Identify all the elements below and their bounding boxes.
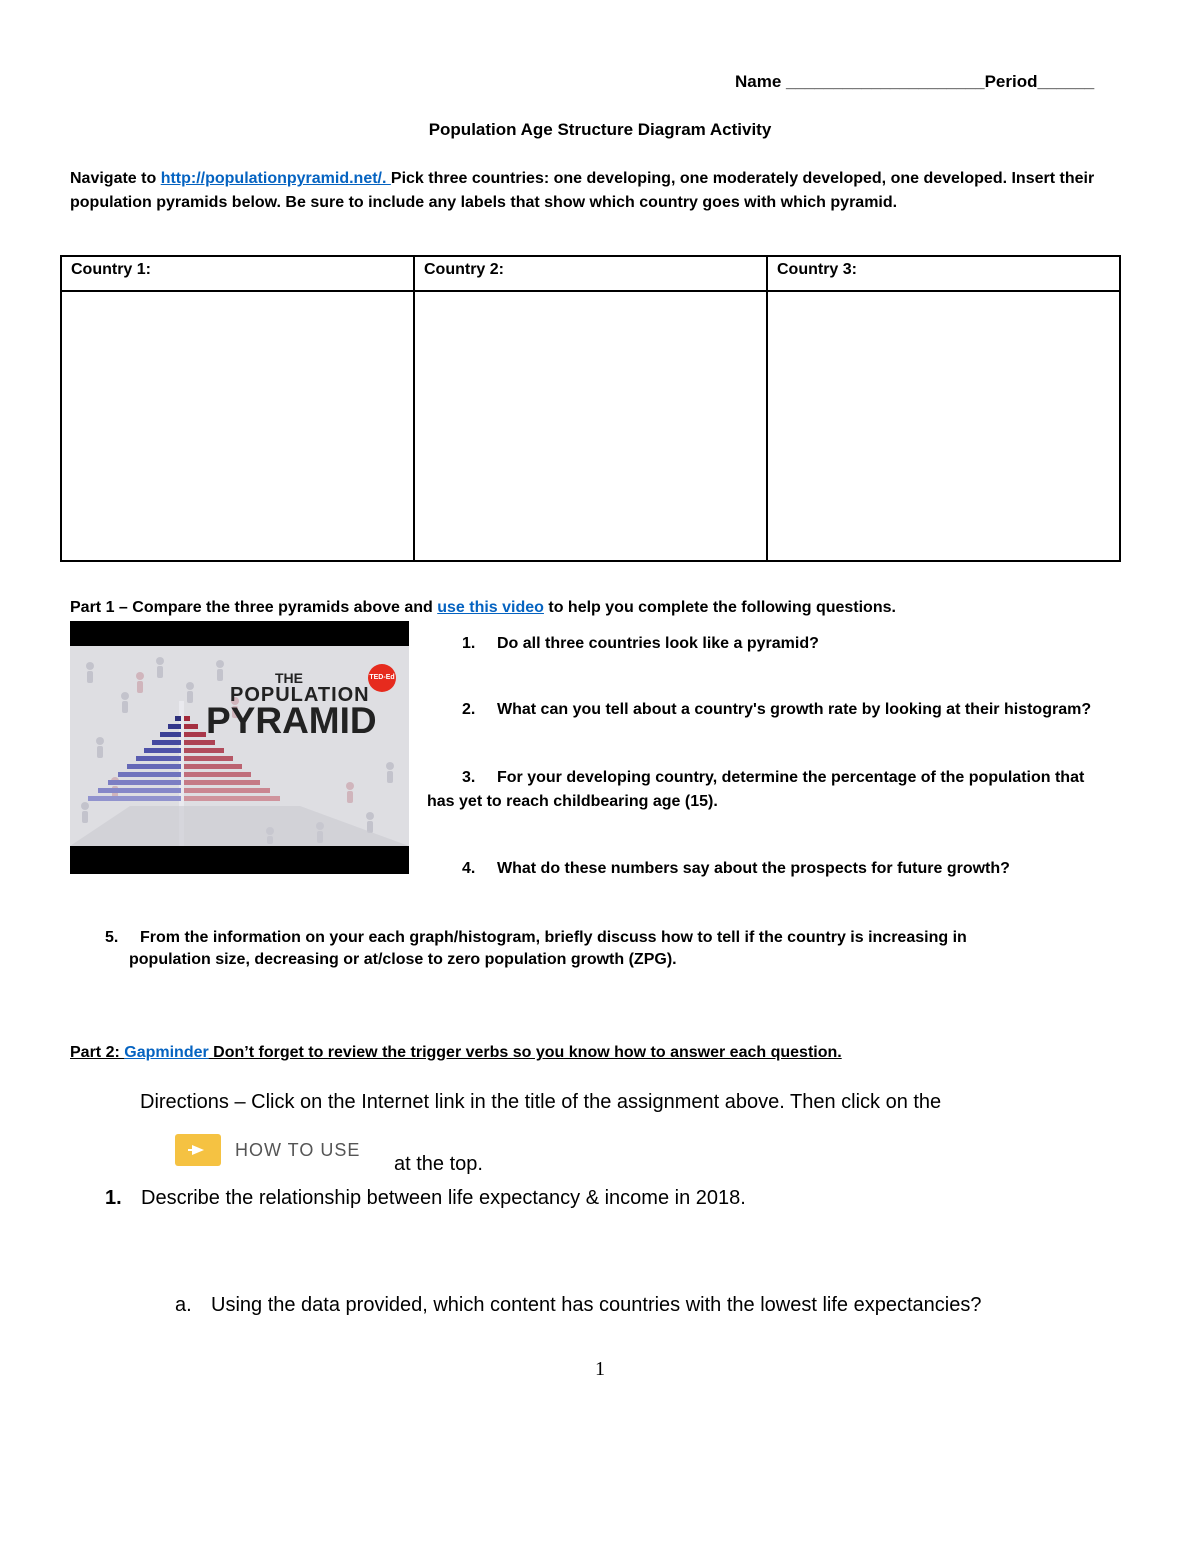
intro-text: Pick three countries: one developing, one moderately developed, one developed. Insert their population pyramids below. Be sure to include any labels that show which country goes with which pyramid. <box>70 170 1095 211</box>
video-title-line3: PYRAMID <box>206 700 377 741</box>
part1-prefix: Part 1 – Compare the three pyramids above and <box>70 599 438 616</box>
question-1 <box>462 632 819 656</box>
directions-text: Directions – Click on the Internet link in the title of the assignment above. Then click on the <box>140 1091 942 1113</box>
video-frame <box>70 646 409 846</box>
name-label: Name <box>735 72 782 91</box>
page-title: Population Age Structure Diagram Activity <box>428 120 772 139</box>
part2-heading <box>70 1044 842 1062</box>
country-table <box>60 255 1121 562</box>
question-text: Describe the relationship between life expectancy & income in 2018. <box>141 1187 746 1209</box>
question-text: From the information on your each graph/histogram, briefly discuss how to tell if the country is increasing in <box>140 929 967 946</box>
question-4 <box>462 857 1010 881</box>
country-3-header: Country 3: <box>768 257 1121 292</box>
ted-ed-badge: TED-Ed <box>368 664 396 692</box>
part1-heading <box>70 599 896 617</box>
video-title-line1: THE <box>275 670 303 686</box>
question-number: 5. <box>105 929 119 946</box>
play-icon <box>175 1134 221 1166</box>
part1-suffix: to help you complete the following questions. <box>543 599 896 616</box>
populationpyramid-link[interactable]: http://populationpyramid.net/. <box>160 170 391 187</box>
name-blank[interactable]: _____________________ <box>786 72 985 91</box>
question-number: 1. <box>462 635 476 652</box>
question-text: Do all three countries look like a pyramid? <box>497 635 819 652</box>
question-number: 3. <box>462 769 476 786</box>
population-crowd-illustration <box>70 646 409 846</box>
question-text: For your developing country, determine the percentage of the population that <box>497 769 1085 786</box>
video-link[interactable]: use this video <box>437 599 544 616</box>
life-expectancy-subquestion <box>175 1294 981 1317</box>
question-number: 2. <box>462 701 476 718</box>
part2-suffix: Don’t forget to review the trigger verbs so you know how to answer each question. <box>208 1044 842 1061</box>
subquestion-text: Using the data provided, which content has countries with the lowest life expectancies? <box>211 1294 982 1316</box>
pyramid-left-bars <box>88 716 181 801</box>
question-number: 1. <box>105 1187 122 1209</box>
country-2-header: Country 2: <box>415 257 768 292</box>
part2-prefix: Part 2: <box>70 1044 125 1061</box>
question-number: 4. <box>462 860 476 877</box>
question-text: What do these numbers say about the prospects for future growth? <box>497 860 1010 877</box>
period-blank[interactable]: ______ <box>1037 72 1095 91</box>
question-2 <box>462 698 1091 722</box>
life-expectancy-question <box>105 1187 746 1210</box>
how-to-use-button[interactable] <box>175 1134 221 1166</box>
video-title-line2: POPULATION <box>230 684 370 706</box>
video-thumbnail[interactable] <box>70 621 409 874</box>
question-5-continued: population size, decreasing or at/close to zero population growth (ZPG). <box>129 951 677 968</box>
subquestion-letter: a. <box>175 1294 192 1316</box>
gapminder-link[interactable]: Gapminder <box>124 1044 209 1061</box>
country-1-header: Country 1: <box>62 257 415 292</box>
name-period-line <box>735 72 1094 92</box>
country-1-cell[interactable] <box>62 292 413 560</box>
at-top-text: at the top. <box>394 1153 483 1175</box>
question-3 <box>462 766 1084 790</box>
intro-paragraph <box>70 167 1132 215</box>
period-label: Period <box>984 72 1038 91</box>
page-number: 1 <box>595 1358 605 1380</box>
intro-prefix: Navigate to <box>70 170 161 187</box>
country-3-cell[interactable] <box>768 292 1119 560</box>
question-3-continued: has yet to reach childbearing age (15). <box>427 793 718 810</box>
country-2-cell[interactable] <box>415 292 766 560</box>
how-to-use-label[interactable]: HOW TO USE <box>235 1140 361 1160</box>
question-5 <box>105 926 967 950</box>
question-text: What can you tell about a country's growth rate by looking at their histogram? <box>497 701 1092 718</box>
